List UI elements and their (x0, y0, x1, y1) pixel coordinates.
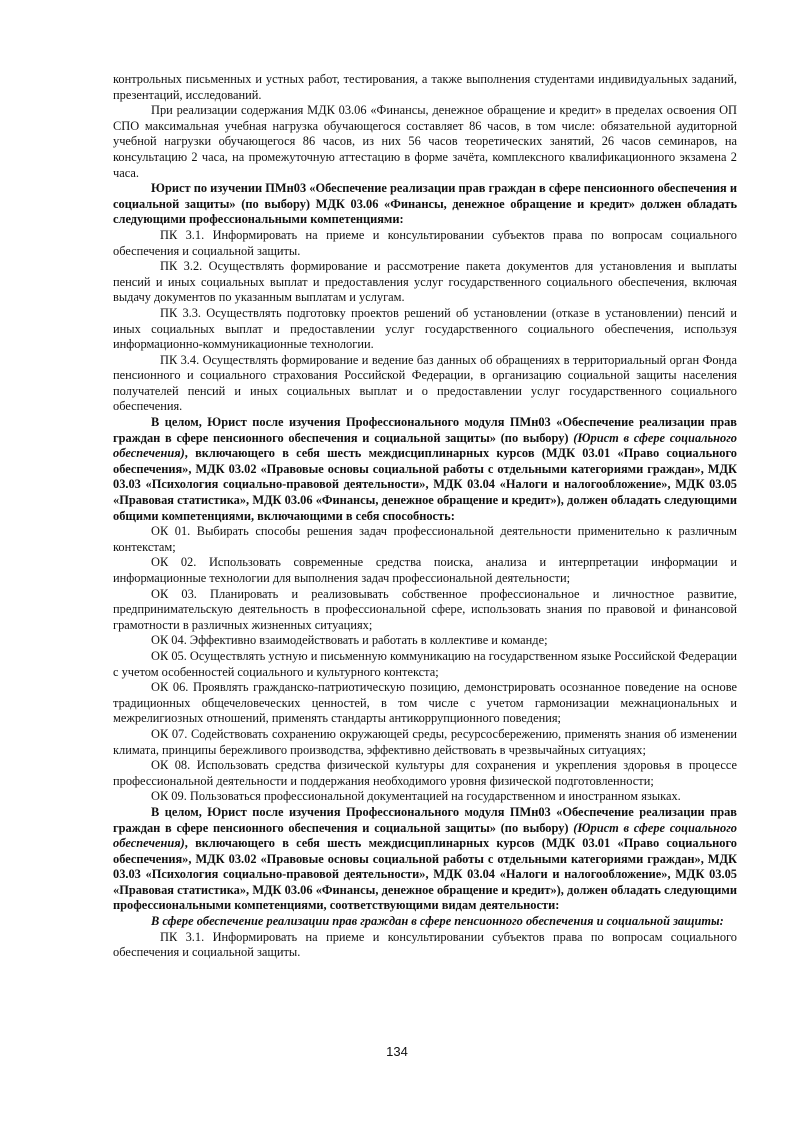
summary1-part3: , включающего в себя шесть междисциплинарных курсов (МДК 03.01 «Право социального обеспечения», МДК 03.02 «Правовые основы социальной работы с отдельными категориями граждан», МДК 03.03 «Психология социально-правовой деятельности», МДК 03.04 «Налоги и налогообложение», МДК 03.05 «Правовая статистика», МДК 03.06 «Финансы, денежное обращение и кредит»), должен обладать следующими общими компетенциями, включающими в себя способность: (113, 446, 737, 523)
ok-item-08: ОК 08. Использовать средства физической культуры для сохранения и укрепления здоровья в процессе профессиональной деятельности и поддержания необходимого уровня физической подготовленности; (113, 758, 737, 788)
ok-item-09: ОК 09. Пользоваться профессиональной документацией на государственном и иностранном языках. (151, 789, 681, 804)
summary-general-competencies (113, 415, 737, 524)
summary2-part1: В целом, Юрист после изучения Профессионального модуля ПМн03 «Обеспечение реализации прав граждан в сфере пенсионного обеспечения и социальной защиты» (по выбору) (113, 804, 737, 835)
ok-item-07: ОК 07. Содействовать сохранению окружающей среды, ресурсосбережению, применять знания об изменении климата, принципы бережливого производства, эффективно действовать в чрезвычайных ситуациях; (113, 726, 737, 757)
ok-item-05: ОК 05. Осуществлять устную и письменную коммуникацию на государственном языке Российской Федерации с учетом особенностей социального и культурного контекста; (113, 648, 737, 679)
ok-item-02: ОК 02. Использовать современные средства поиска, анализа и интерпретации информации и информационные технологии для выполнения задач профессиональной деятельности; (113, 555, 737, 585)
pk-item-3-3: ПК 3.3. Осуществлять подготовку проектов решений об установлении (отказе в установлении) пенсий и иных социальных выплат и предоставлении услуг государственного социального обеспечения, используя информационно-коммуникационные технологии. (113, 305, 737, 352)
ok-item-01: ОК 01. Выбирать способы решения задач профессиональной деятельности применительно к различным контекстам; (113, 524, 737, 554)
document-page (113, 72, 737, 961)
summary1-part2: (Юрист в сфере социального обеспечения) (113, 430, 737, 461)
pk-item-3-4: ПК 3.4. Осуществлять формирование и ведение баз данных об обращениях в территориальный орган Фонда пенсионного и социального страхования Российской Федерации, в организацию социальной защиты населения получателей пенсий и иных социальных выплат и о предоставлении услуг государственного социального обеспечения. (113, 352, 737, 414)
page-number: 134 (386, 1044, 408, 1059)
summary-professional-competencies (113, 805, 737, 914)
summary2-part2: (Юрист в сфере социального обеспечения) (113, 820, 737, 851)
paragraph-hours: При реализации содержания МДК 03.06 «Финансы, денежное обращение и кредит» в пределах освоения ОП СПО максимальная учебная нагрузка обучающегося составляет 86 часов, в том числе: обязательной аудиторной учебной нагрузки обучающегося 86 часов, из них 56 часов теоретических занятий, 26 часов семинаров, на консультацию 2 часа, на промежуточную аттестацию в форме зачёта, комплексного квалификационного экзамена 2 часа. (113, 103, 737, 180)
section-heading: В сфере обеспечение реализации прав граждан в сфере пенсионного обеспечения и социальной защиты: (151, 914, 724, 929)
ok-item-04: ОК 04. Эффективно взаимодействовать и работать в коллективе и команде; (151, 633, 548, 648)
paragraph-intro: контрольных письменных и устных работ, тестирования, а также выполнения студентами индивидуальных заданий, презентаций, исследований. (113, 72, 737, 102)
pk-item-3-1: ПК 3.1. Информировать на приеме и консультировании субъектов права по вопросам социального обеспечения и социальной защиты. (113, 227, 737, 258)
summary2-part3: , включающего в себя шесть междисциплинарных курсов (МДК 03.01 «Право социального обеспечения», МДК 03.02 «Правовые основы социальной работы с отдельными категориями граждан», МДК 03.03 «Психология социально-правовой деятельности», МДК 03.04 «Налоги и налогообложение», МДК 03.05 «Правовая статистика», МДК 03.06 «Финансы, денежное обращение и кредит»), должен обладать следующими профессиональными компетенциями, соответствующими видам деятельности: (113, 836, 737, 913)
summary1-part1: В целом, Юрист после изучения Профессионального модуля ПМн03 «Обеспечение реализации прав граждан в сфере пенсионного обеспечения и социальной защиты» (по выбору) (113, 415, 737, 445)
ok-item-06: ОК 06. Проявлять гражданско-патриотическую позицию, демонстрировать осознанное поведение на основе традиционных общечеловеческих ценностей, в том числе с учетом гармонизации межнациональных и межрелигиозных отношений, применять стандарты антикоррупционного поведения; (113, 680, 737, 726)
pk-item-3-1-repeat: ПК 3.1. Информировать на приеме и консультировании субъектов права по вопросам социального обеспечения и социальной защиты. (113, 929, 737, 960)
ok-item-03: ОК 03. Планировать и реализовывать собственное профессиональное и личностное развитие, предпринимательскую деятельность в профессиональной сфере, использовать знания по правовой и финансовой грамотности в различных жизненных ситуациях; (113, 586, 737, 632)
paragraph-pk-heading: Юрист по изучении ПМн03 «Обеспечение реализации прав граждан в сфере пенсионного обеспечения и социальной защиты» (по выбору) МДК 03.06 «Финансы, денежное обращение и кредит» должен обладать следующими профессиональными компетенциями: (113, 181, 737, 227)
pk-item-3-2: ПК 3.2. Осуществлять формирование и рассмотрение пакета документов для установления и выплаты пенсий и иных социальных выплат и предоставления услуг государственного социального обеспечения, включая выдачу документов по указанным выплатам и услугам. (113, 259, 737, 305)
